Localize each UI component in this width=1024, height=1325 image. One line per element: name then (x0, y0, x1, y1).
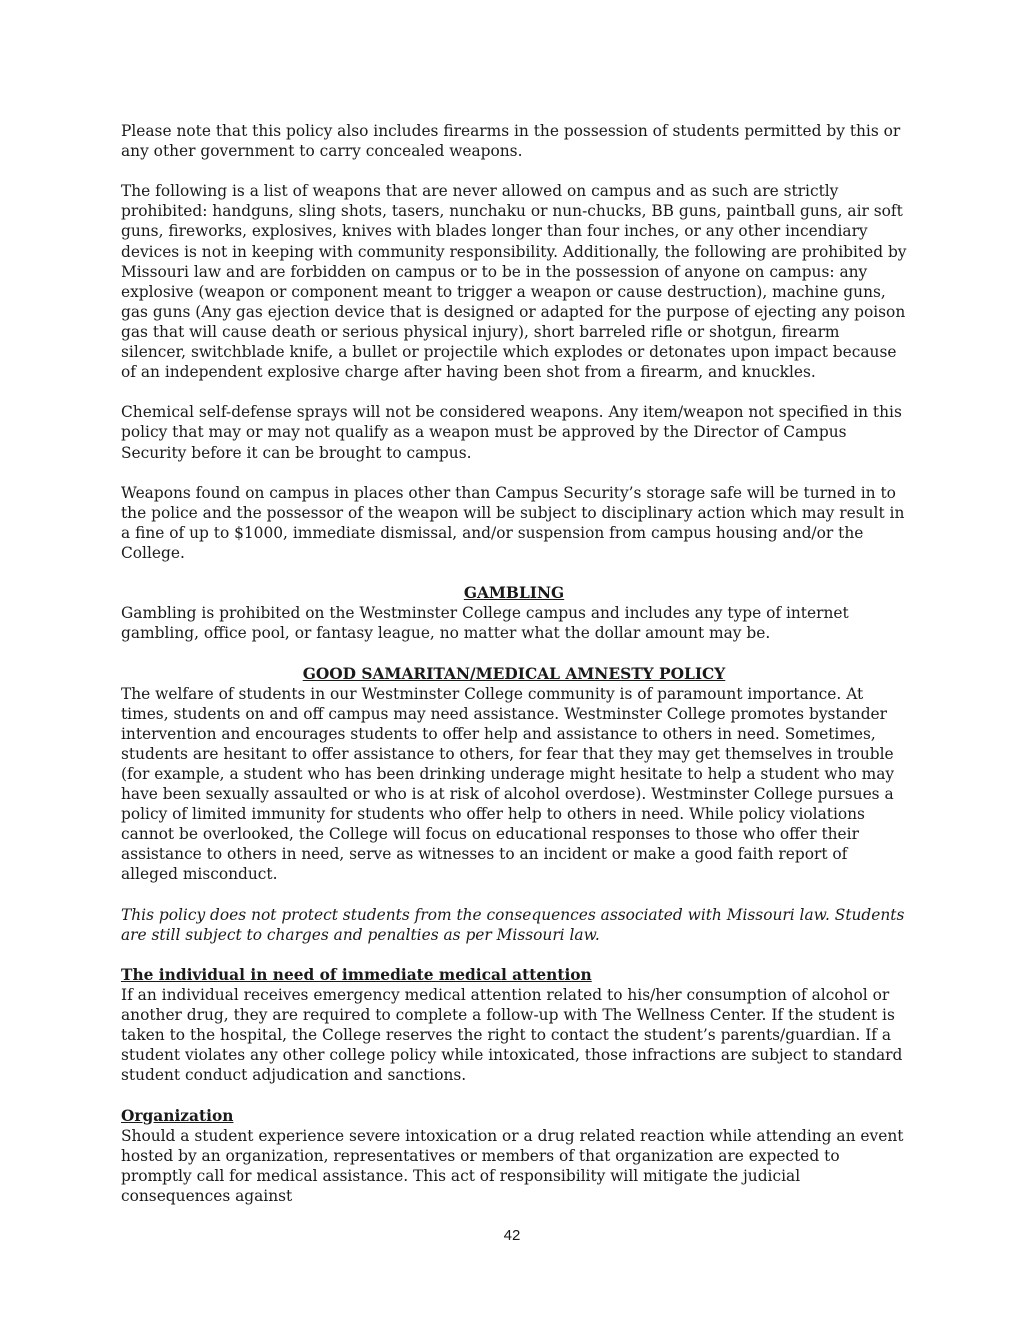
gambling-paragraph: Gambling is prohibited on the Westminster College campus and includes any type of internet gambling, office pool, or fantasy league, no matter what the dollar amount may be. (121, 604, 849, 643)
samaritan-note: This policy does not protect students from the consequences associated with Missouri law. Students are still subject to charges and penalties as per Missouri law. (121, 905, 905, 944)
organization-heading: Organization (121, 1106, 234, 1125)
samaritan-paragraph: The welfare of students in our Westminster College community is of paramount importance. At times, students on and off campus may need assistance. Westminster College promotes bystander intervention and encourages students to offer help and assistance to others in need. Sometimes, students are hesitant to offer assistance to others, for fear that they may get themselves in trouble (for example, a student who has been drinking underage might hesitate to help a student who may have been sexually assaulted or who is at risk of alcohol overdose). Westminster College pursues a policy of limited immunity for students who offer help to others in need. While policy violations cannot be overlooked, the College will focus on educational responses to those who offer their assistance to others in need, serve as witnesses to an incident or make a good faith report of alleged misconduct. (121, 684, 895, 884)
organization-paragraph: Should a student experience severe intoxication or a drug related reaction while attending an event hosted by an organization, representatives or members of that organization are expected to promptly call for medical assistance. This act of responsibility will mitigate the judicial consequences against (121, 1126, 904, 1205)
samaritan-heading: GOOD SAMARITAN/MEDICAL AMNESTY POLICY (302, 664, 726, 683)
weapons-found-paragraph: Weapons found on campus in places other than Campus Security’s storage safe will be turned in to the police and the possessor of the weapon will be subject to disciplinary action which may result in a fine of up to $1000, immediate dismissal, and/or suspension from campus housing and/or the College. (121, 483, 905, 562)
prohibited-weapons-paragraph: The following is a list of weapons that are never allowed on campus and as such are strictly prohibited: handguns, sling shots, tasers, nunchaku or nun-chucks, BB guns, paintball guns, air soft guns, fireworks, explosives, knives with blades longer than four inches, or any other incendiary devices is not in keeping with community responsibility. Additionally, the following are prohibited by Missouri law and are forbidden on campus or to be in the possession of anyone on campus: any explosive (weapon or component meant to trigger a weapon or cause destruction), machine guns, gas guns (Any gas ejection device that is designed or adapted for the purpose of ejecting any poison gas that will cause death or serious physical injury), short barreled rifle or shotgun, firearm silencer, switchblade knife, a bullet or projectile which explodes or detonates upon impact because of an independent explosive charge after having been shot from a firearm, and knuckles. (121, 182, 907, 382)
chemical-sprays-paragraph: Chemical self-defense sprays will not be considered weapons. Any item/weapon not specified in this policy that may or may not qualify as a weapon must be approved by the Director of Campus Security before it can be brought to campus. (121, 403, 902, 462)
firearms-note-paragraph: Please note that this policy also includes firearms in the possession of students permitted by this or any other government to carry concealed weapons. (121, 122, 901, 161)
individual-heading: The individual in need of immediate medical attention (121, 965, 592, 984)
individual-paragraph: If an individual receives emergency medical attention related to his/her consumption of alcohol or another drug, they are required to complete a follow-up with The Wellness Center. If the student is taken to the hospital, the College reserves the right to contact the student’s parents/guardian. If a student violates any other college policy while intoxicated, those infractions are subject to standard student conduct adjudication and sanctions. (121, 986, 903, 1085)
gambling-heading: GAMBLING (463, 584, 565, 603)
page-number: 42 (503, 1227, 521, 1244)
document-page (121, 121, 907, 1206)
